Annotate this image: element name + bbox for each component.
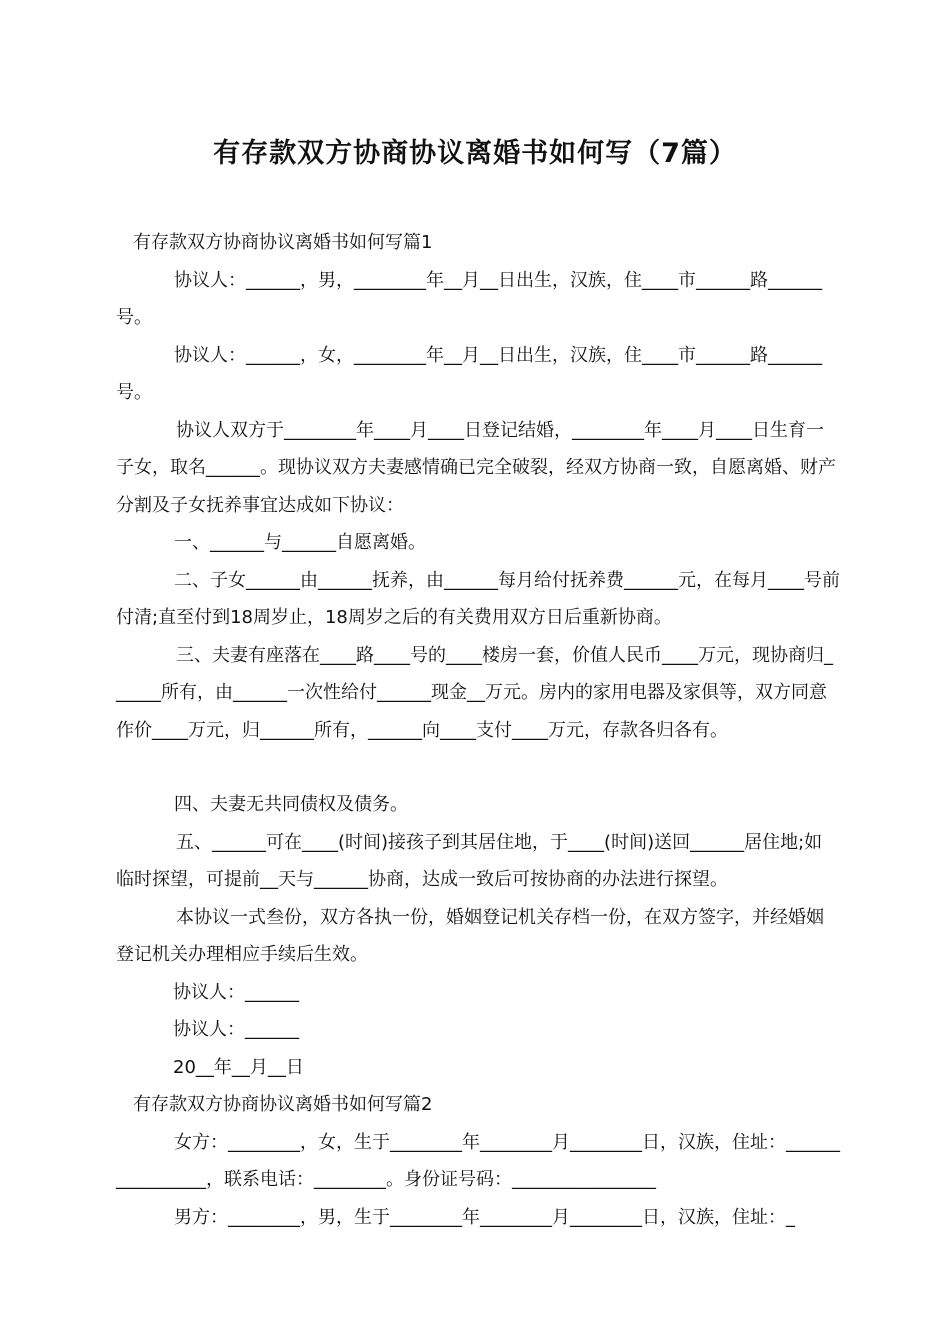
male-party: 男方：________，男，生于________年________月________日，汉族，住址：_ (174, 1206, 795, 1228)
paragraph-gap (116, 749, 840, 786)
document-body (116, 224, 840, 1236)
signature-line-2: 协议人：______ (173, 1019, 299, 1040)
party-female: 协议人：______，女，________年__月__日出生，汉族，住____市______路______号。 (116, 344, 822, 403)
clause-1: 一、______与______自愿离婚。 (174, 532, 426, 553)
effect-clause: 本协议一式叁份，双方各执一份，婚姻登记机关存档一份，在双方签字，并经婚姻登记机关办理相应手续后生效。 (116, 906, 824, 965)
clause-3: 三、夫妻有座落在____路____号的____楼房一套，价值人民币____万元，现协商归______所有，由______一次性给付______现金__万元。房内的家用电器及家俱等，双方同意作价____万元，归______所有，______向____支付____万元，存款各归各有。 (116, 644, 833, 741)
section-1-heading: 有存款双方协商协议离婚书如何写篇1 (133, 232, 433, 253)
clause-2: 二、子女______由______抚养，由______每月给付抚养费______元，在每月____号前付清;直至付到18周岁止，18周岁之后的有关费用双方日后重新协商。 (116, 569, 840, 628)
female-party: 女方：________，女，生于________年________月________日，汉族，住址：________________，联系电话：________。身份证号码：________________ (116, 1131, 840, 1190)
party-male: 协议人：______，男，________年__月__日出生，汉族，住____市______路______号。 (116, 269, 822, 328)
section-2-heading: 有存款双方协商协议离婚书如何写篇2 (133, 1094, 433, 1115)
agreement-intro: 协议人双方于________年____月____日登记结婚，________年____月____日生育一子女，取名______。现协议双方夫妻感情确已完全破裂，经双方协商一致，自愿离婚、财产分割及子女抚养事宜达成如下协议： (116, 419, 836, 516)
signature-date: 20__年__月__日 (173, 1056, 304, 1078)
signature-line-1: 协议人：______ (173, 981, 299, 1003)
document-title: 有存款双方协商协议离婚书如何写（7篇） (213, 138, 737, 169)
clause-4: 四、夫妻无共同债权及债务。 (174, 794, 408, 815)
clause-5: 五、______可在____(时间)接孩子到其居住地，于____(时间)送回______居住地;如临时探望，可提前__天与______协商，达成一致后可按协商的办法进行探望。 (116, 831, 823, 890)
